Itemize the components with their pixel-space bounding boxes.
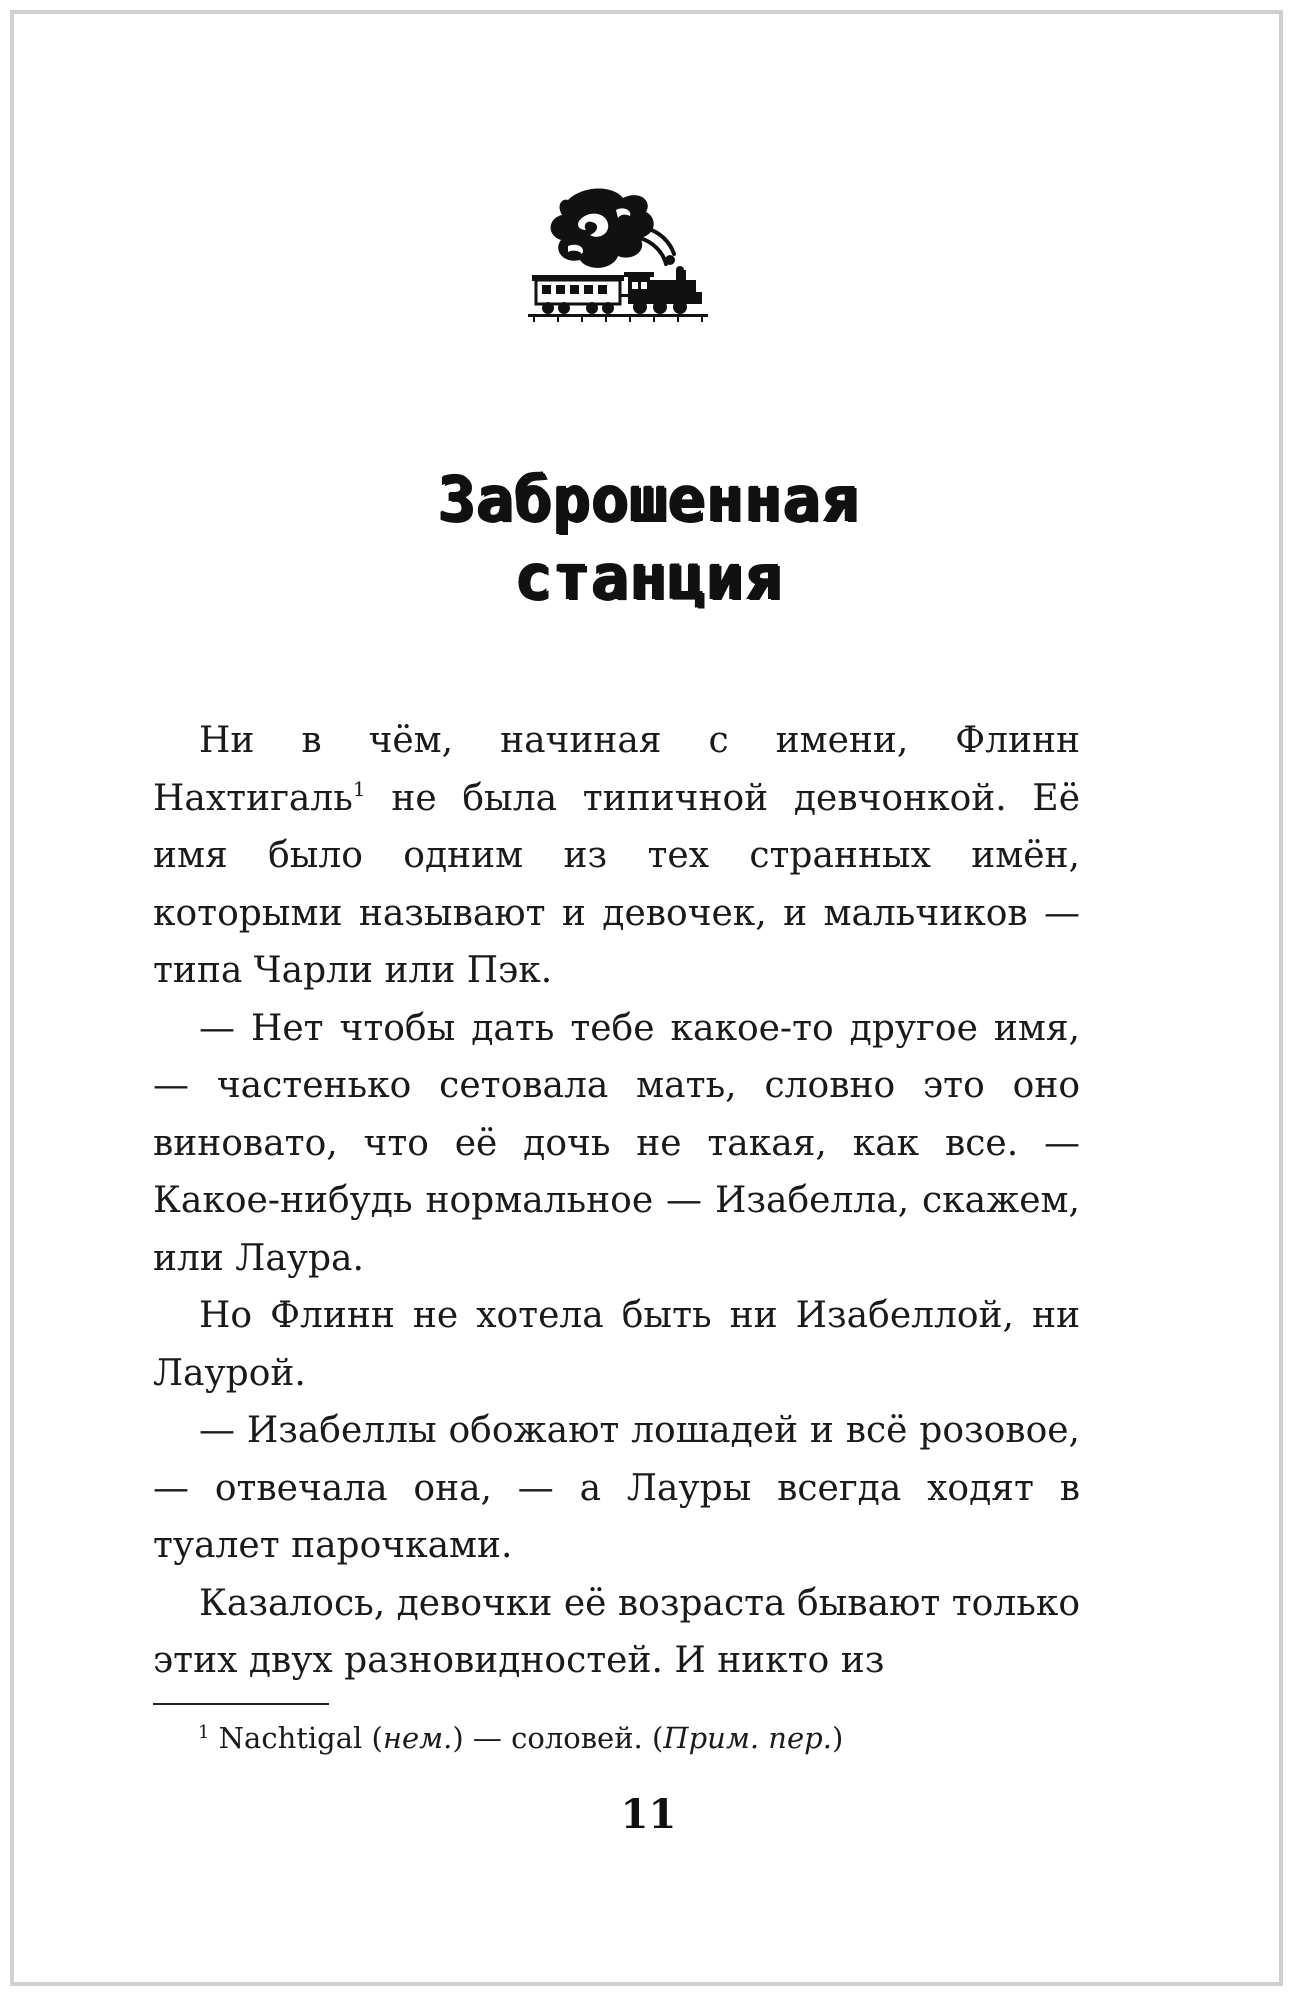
footnote-reference[interactable]: 1	[352, 776, 366, 801]
chapter-title-line-1: Заброшенная	[437, 461, 860, 535]
chapter-title-line-2: станция	[514, 539, 783, 613]
footnote-marker: 1	[198, 1722, 210, 1743]
paragraph-4: — Изабеллы обожают лошадей и всё розовое, — отвечала она, — а Лауры всегда ходят в туалет парочками.	[153, 1410, 1080, 1566]
footnote-divider	[153, 1703, 329, 1705]
paragraph-5: Казалось, девочки её возраста бывают только этих двух разновидностей. И никто из	[153, 1582, 1080, 1681]
paragraph-3: Но Флинн не хотела быть ни Изабеллой, ни Лаурой.	[153, 1295, 1080, 1394]
paragraph-1	[153, 712, 1080, 1000]
footnote-word: Nachtigal (	[209, 1721, 383, 1755]
footnote-label: Прим. пер.	[663, 1721, 832, 1755]
carriage	[532, 275, 628, 304]
footnote-language: нем.	[382, 1721, 453, 1755]
steam-train-icon	[528, 180, 718, 330]
page-number: 11	[620, 1791, 677, 1838]
footnote-close: )	[831, 1721, 844, 1755]
body-text	[153, 712, 1080, 1690]
chapter-title	[150, 460, 1147, 616]
paragraph-2: — Нет чтобы дать тебе какое-то другое имя, — частенько сетовала мать, словно это оно виновато, что её дочь не такая, как все. — Какое-нибудь нормальное — Изабелла, скажем, или Лаура.	[153, 1007, 1080, 1279]
rail	[528, 314, 708, 317]
paragraph-1-start: Ни в чём, начиная с имени, Флинн Нахтигаль	[153, 720, 1080, 819]
footnote-translation: ) — соловей. (	[452, 1721, 664, 1755]
paragraph-1-end: не была типичной девчонкой. Её имя было одним из тех странных имён, которыми называют и девочек, и мальчиков — типа Чарли или Пэк.	[153, 777, 1080, 991]
footnote	[198, 1718, 1098, 1758]
